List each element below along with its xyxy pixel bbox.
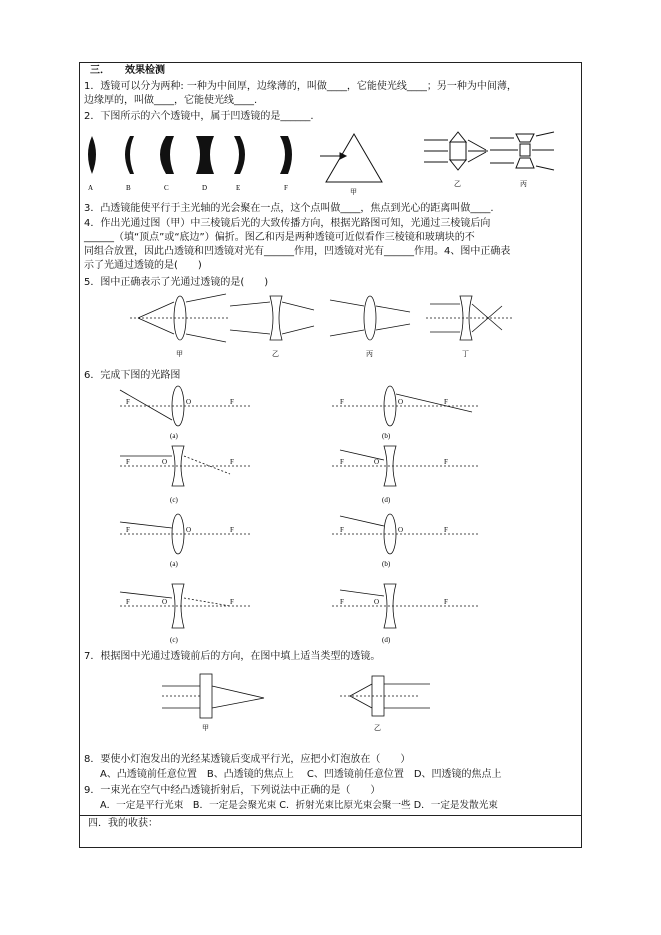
prism-label-jia: 甲 xyxy=(350,188,357,196)
prism-label-bing: 丙 xyxy=(520,180,527,188)
q6-label-d: (d) xyxy=(382,496,391,504)
q6-f-c-right: F xyxy=(230,458,234,466)
q6-o-b2: O xyxy=(398,526,404,534)
lens-b-icon xyxy=(125,136,134,174)
lens-label-d: D xyxy=(202,184,208,192)
q6-o-a: O xyxy=(186,398,192,406)
q6-f-b2-left: F xyxy=(340,526,344,534)
q6-label-c: (c) xyxy=(170,496,178,504)
q6-f-b2-right: F xyxy=(444,526,448,534)
q8-options: A、凸透镜前任意位置 B、凸透镜的焦点上 C、凹透镜前任意位置 D、凹透镜的焦点上 xyxy=(100,769,502,780)
q5-label-bing: 丙 xyxy=(366,350,373,358)
q7-lens-boxes xyxy=(150,666,450,736)
q5-label-ding: 丁 xyxy=(462,350,469,358)
q6-f-c2-right: F xyxy=(230,598,234,606)
q1-line1: 1．透镜可以分为两种: 一种为中间厚，边缘薄的，叫做____，它能使光线____；另一种为中间薄， xyxy=(84,81,517,92)
q6-f-a-right: F xyxy=(230,398,234,406)
section-divider xyxy=(79,815,582,816)
q2-lens-figure xyxy=(84,128,564,200)
prism-bing-icon xyxy=(490,132,554,170)
q8-text: 8．要使小灯泡发出的光经某透镜后变成平行光，应把小灯泡放在（ ） xyxy=(84,754,411,765)
q6-f-a2-left: F xyxy=(126,526,130,534)
q5-label-jia: 甲 xyxy=(176,350,183,358)
q6-o-a2: O xyxy=(186,526,192,534)
q2-text: 2．下图所示的六个透镜中，属于凹透镜的是______. xyxy=(84,111,314,122)
q6-label-c2: (c) xyxy=(170,636,178,644)
q9-text: 9．一束光在空气中经凸透镜折射后，下列说法中正确的是（ ） xyxy=(84,785,381,796)
q6-label-b: (b) xyxy=(382,432,391,440)
q6-text: 6．完成下图的光路图 xyxy=(84,370,181,381)
lens-label-f: F xyxy=(284,184,288,192)
q9-options: A．一定是平行光束 B．一定是会聚光束 C．折射光束比原光束会聚一些 D．一定是发散光束 xyxy=(100,800,498,811)
lens-label-b: B xyxy=(126,184,131,192)
q6-f-b-left: F xyxy=(340,398,344,406)
q7-label-yi: 乙 xyxy=(374,724,381,732)
prism-jia-icon xyxy=(320,134,382,182)
lens-d-icon xyxy=(196,136,214,174)
q5-lens-figure xyxy=(130,290,520,360)
lens-label-e: E xyxy=(236,184,241,192)
q6-f-a2-right: F xyxy=(230,526,234,534)
q6-label-a2: (a) xyxy=(170,560,178,568)
q1-line2: 边缘厚的，叫做____，它能使光线____. xyxy=(84,95,258,106)
q6-o-d2: O xyxy=(374,598,380,606)
q5-label-yi: 乙 xyxy=(272,350,279,358)
lens-e-icon xyxy=(234,136,245,174)
q6-o-d: O xyxy=(374,458,380,466)
q3-text: 3．凸透镜能使平行于主光轴的光会聚在一点，这个点叫做____，焦点到光心的距离叫做____. xyxy=(84,203,494,214)
lens-f-icon xyxy=(280,136,292,174)
q6-o-c2: O xyxy=(162,598,168,606)
q7-label-jia: 甲 xyxy=(202,724,209,732)
q6-f-d2-left: F xyxy=(340,598,344,606)
q6-o-b: O xyxy=(398,398,404,406)
section-3-title: 三． 效果检测 xyxy=(90,65,165,76)
q6-label-b2: (b) xyxy=(382,560,391,568)
lens-label-c: C xyxy=(164,184,169,192)
q6-label-d2: (d) xyxy=(382,636,391,644)
lens-label-a: A xyxy=(88,184,94,192)
q7-box-jia xyxy=(200,674,212,718)
lens-a-icon xyxy=(88,136,96,174)
q6-label-a: (a) xyxy=(170,432,178,440)
q4-line2: ______（填“顶点”或“底边”）偏折。图乙和丙是两种透镜可近似看作三棱镜和玻璃块的不 xyxy=(84,232,475,243)
q6-f-d-right: F xyxy=(444,458,448,466)
q5-text: 5．图中正确表示了光通过透镜的是( ) xyxy=(84,277,269,288)
q6-f-b-right: F xyxy=(444,398,448,406)
q4-line4: 示了光通过透镜的是( ) xyxy=(84,260,202,271)
q6-o-c: O xyxy=(162,458,168,466)
q6-ray-diagrams xyxy=(100,380,560,650)
q6-f-d2-right: F xyxy=(444,598,448,606)
prism-yi-icon xyxy=(424,132,488,170)
lens-c-icon xyxy=(160,136,174,174)
q6-f-c2-left: F xyxy=(126,598,130,606)
q4-line3: 同组合放置，因此凸透镜和凹透镜对光有______作用，凹透镜对光有______作用。4、图中正确表 xyxy=(84,246,511,257)
q6-f-d-left: F xyxy=(340,458,344,466)
q7-text: 7．根据图中光通过透镜前后的方向，在图中填上适当类型的透镜。 xyxy=(84,651,381,662)
q4-line1: 4．作出光通过图（甲）中三棱镜后光的大致传播方向，根据光路图可知，光通过三棱镜后向 xyxy=(84,218,491,229)
prism-label-yi: 乙 xyxy=(454,180,461,188)
q6-f-a-left: F xyxy=(126,398,130,406)
section-4-title: 四．我的收获： xyxy=(88,818,158,829)
q6-f-c-left: F xyxy=(126,458,130,466)
